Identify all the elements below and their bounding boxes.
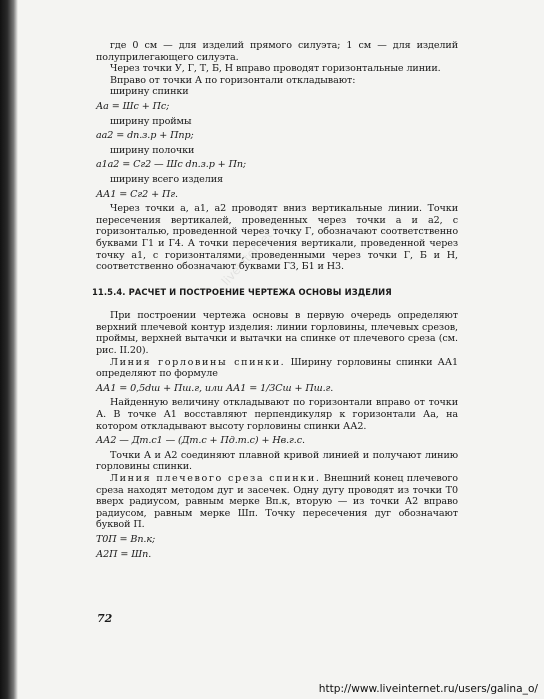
paragraph-base-construction: При построении чертежа основы в первую очередь определяют верхний плечевой контур изделия: линии горловины, плечевых срезов, проймы, верхней вытачки и вытачки на спинке от плечевого среза (см. рис. II.20). [96,310,458,357]
formula-shoulder-1: Т0П = Вп.к; [96,533,156,545]
paragraph-neckline-width [96,357,458,380]
section-heading: 11.5.4. РАСЧЕТ И ПОСТРОЕНИЕ ЧЕРТЕЖА ОСНОВЫ ИЗДЕЛИЯ [92,286,392,297]
label-total-width: ширину всего изделия [110,173,223,185]
paragraph-shoulder-text: Внешний конец плечевого среза находят методом дуг и засечек. Одну дугу проводят из точки Т0 вверх радиусом, равным мерке Вп.к, вторую — из точки А2 вправо радиусом, равным мерке Шп. Точку пересечения дуг обозначают буквой П. [96,473,458,531]
formula-neckline-height: АА2 — Дт.с1 — (Дт.с + Пд.т.с) + Нв.г.с. [96,435,305,447]
watermark: liveinternet.ru [218,215,287,289]
page-number: 72 [97,612,113,625]
paragraph-neckline-text: Ширину горловины спинки АА1 определяют по формуле [96,356,458,380]
paragraph-shoulder-seam [96,473,458,531]
label-shelf-width: ширину полочки [110,144,195,156]
source-url: http://www.liveinternet.ru/users/galina_o/ [318,683,538,695]
paragraph-horizontal-lines: Через точки У, Г, Т, Б, Н вправо проводят горизонтальные линии. [110,63,441,75]
formula-shelf-width: а1а2 = Сг2 — Шс dп.з.р + Пп; [96,159,247,171]
term-neckline: Линия горловины спинки. [110,356,286,368]
formula-back-width: Аа = Шс + Пс; [96,100,170,112]
scan-edge-shadow [0,0,18,699]
term-shoulder: Линия плечевого среза спинки. [110,473,321,484]
book-page [92,40,458,563]
paragraph-neckline-height: Найденную величину откладывают по горизонтали вправо от точки А. В точке А1 восставляют перпендикуляр к горизонтали Аа, на котором откладывают высоту горловины спинки АА2. [96,397,458,432]
formula-shoulder-2: А2П = Шп. [96,548,152,560]
formula-total-width: АА1 = Сг2 + Пг. [96,188,178,200]
formula-neckline-width: АА1 = 0,5dш + Пш.г, или АА1 = 1/3Сш + Пш.г. [96,382,334,394]
paragraph-vertical-lines: Через точки а, а1, а2 проводят вниз вертикальные линии. Точки пересечения вертикалей, проведенных через точки а и а2, с горизонталью, проведенной через точку Г, обозначают соответственно буквами Г1 и Г4. А точки пересечения вертикали, проведенной через точку а1, с горизонталями, проведенными через точки Г, Б и Н, соответственно обозначают буквами Г3, Б1 и Н3. [96,203,458,273]
formula-armhole-width: аа2 = dп.з.р + Ппр; [96,130,194,142]
paragraph-silhouette: где 0 см — для изделий прямого силуэта; 1 см — для изделий полуприлегающего силуэта. [96,40,458,63]
label-armhole-width: ширину проймы [110,115,192,127]
label-back-width: ширину спинки [110,86,189,98]
paragraph-neckline-curve: Точки А и А2 соединяют плавной кривой линией и получают линию горловины спинки. [96,449,458,473]
paragraph-measure-right: Вправо от точки А по горизонтали откладывают: [110,74,356,86]
